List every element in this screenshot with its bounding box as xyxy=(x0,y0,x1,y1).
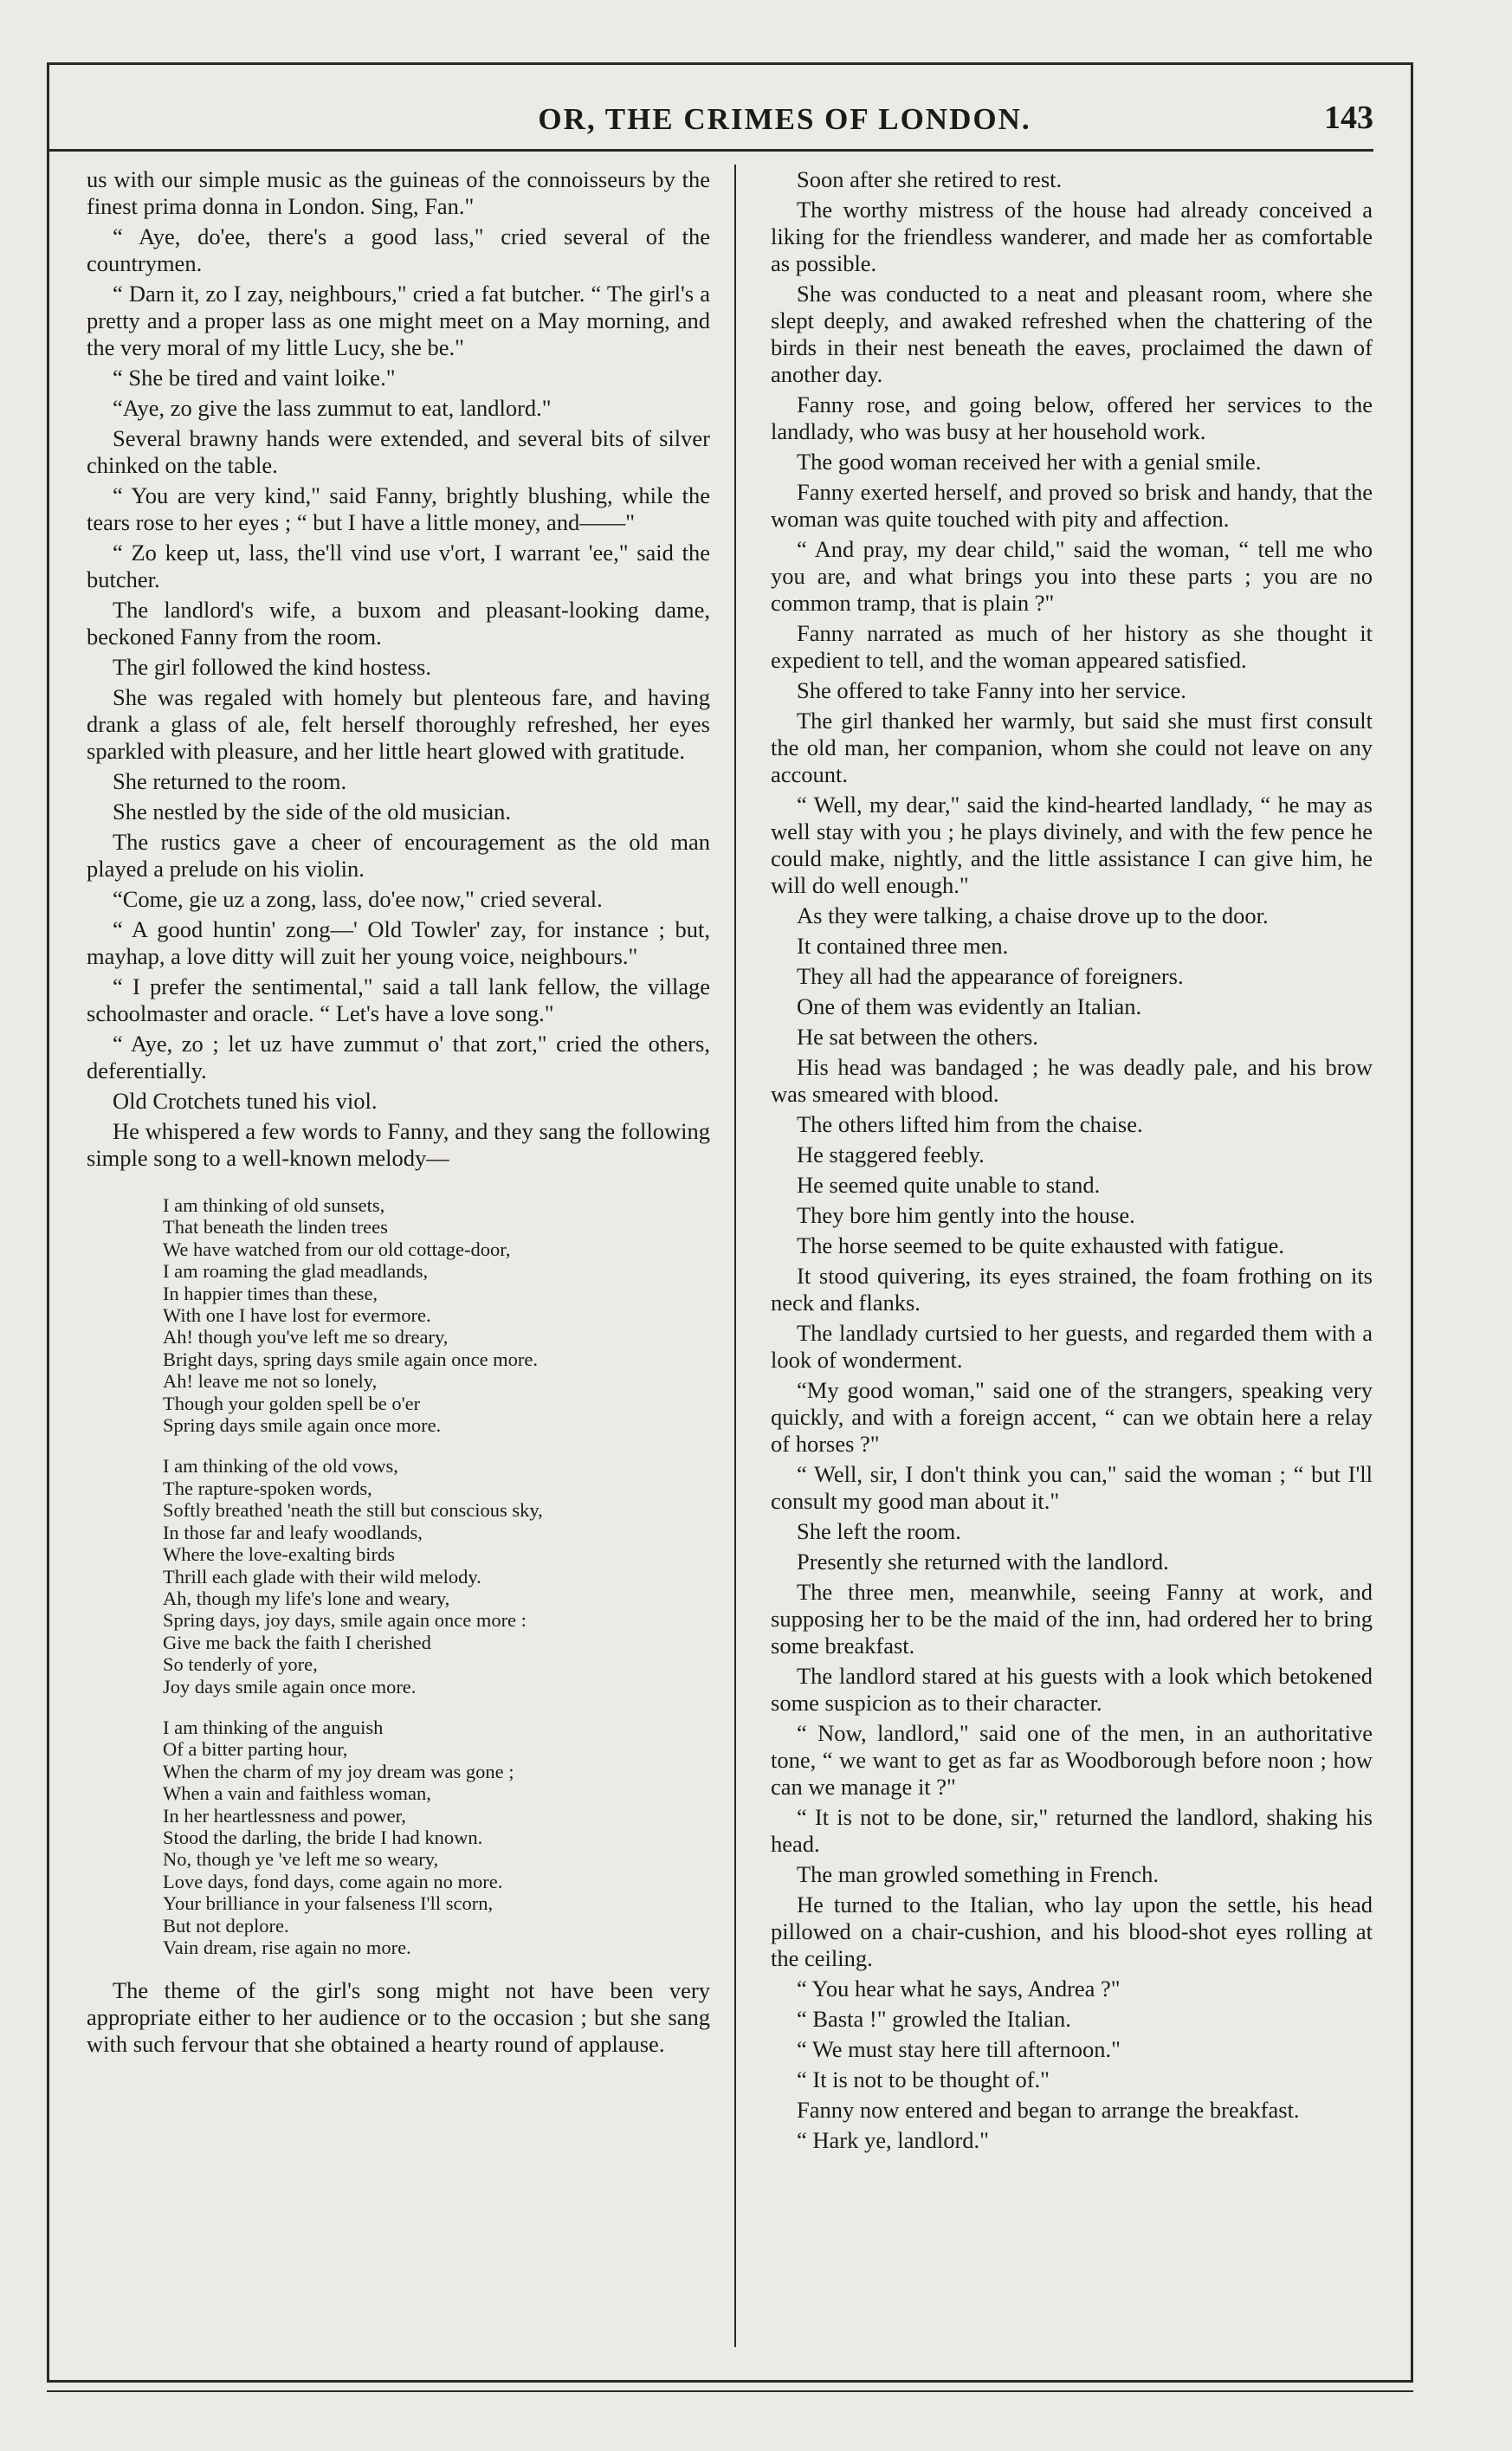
poem-line: Your brilliance in your falseness I'll scorn, xyxy=(163,1892,494,1915)
paragraph: The others lifted him from the chaise. xyxy=(797,1111,1143,1137)
paragraph: Fanny now entered and began to arrange the breakfast. xyxy=(797,2097,1300,2123)
paragraph: The horse seemed to be quite exhausted with fatigue. xyxy=(797,1232,1284,1258)
poem-line: Where the love-exalting birds xyxy=(163,1543,396,1566)
paragraph: “ Aye, zo ; let uz have zummut o' that zort," cried the others, deferentially. xyxy=(87,1031,710,1083)
paragraph: “ Basta !" growled the Italian. xyxy=(797,2006,1071,2032)
paragraph: They bore him gently into the house. xyxy=(797,1202,1135,1228)
poem-line: Give me back the faith I cherished xyxy=(163,1631,431,1653)
paragraph: The landlord's wife, a buxom and pleasant-looking dame, beckoned Fanny from the room. xyxy=(87,597,710,650)
poem-stanza xyxy=(163,1455,710,1697)
paragraph: Several brawny hands were extended, and several bits of silver chinked on the table. xyxy=(87,425,710,478)
page-number: 143 xyxy=(1324,100,1373,136)
poem-stanza xyxy=(163,1194,710,1436)
poem-line: The rapture-spoken words, xyxy=(163,1477,372,1499)
paragraph: “ It is not to be thought of." xyxy=(797,2066,1050,2092)
paragraph: She was conducted to a neat and pleasant room, where she slept deeply, and awaked refreshed when the chattering of the birds in their nest beneath the eaves, proclaimed the dawn of another day. xyxy=(771,281,1373,387)
poem-line: Ah! though you've left me so dreary, xyxy=(163,1326,449,1348)
paragraph: “ You are very kind," said Fanny, brightly blushing, while the tears rose to her eyes ; “ but I have a little money, and——" xyxy=(87,482,710,535)
poem-line: Love days, fond days, come again no more. xyxy=(163,1870,503,1892)
paragraph: The girl thanked her warmly, but said she must first consult the old man, her companion, whom she could not leave on any account. xyxy=(771,708,1373,787)
paragraph: One of them was evidently an Italian. xyxy=(797,993,1142,1019)
poem-line: I am roaming the glad meadlands, xyxy=(163,1260,429,1283)
poem-line: When a vain and faithless woman, xyxy=(163,1782,431,1805)
poem-line: Thrill each glade with their wild melody. xyxy=(163,1565,481,1588)
paragraph: The good woman received her with a genial smile. xyxy=(797,449,1262,475)
poem-line: In her heartlessness and power, xyxy=(163,1804,406,1827)
poem-line: I am thinking of old sunsets, xyxy=(163,1194,385,1216)
paragraph: “ I prefer the sentimental," said a tall lank fellow, the village schoolmaster and oracle. “ Let's have a love song." xyxy=(87,973,710,1026)
poem-line: Stood the darling, the bride I had known. xyxy=(163,1826,483,1848)
paragraph: As they were talking, a chaise drove up to the door. xyxy=(797,902,1269,928)
poem-line: Spring days, joy days, smile again once more : xyxy=(163,1609,527,1632)
left-paragraphs xyxy=(87,166,710,1172)
paragraph: “ Well, sir, I don't think you can," said the woman ; “ but I'll consult my good man about it." xyxy=(771,1461,1373,1514)
poem-line: That beneath the linden trees xyxy=(163,1216,388,1238)
paragraph: “ You hear what he says, Andrea ?" xyxy=(797,1976,1121,2002)
poem-line: Ah! leave me not so lonely, xyxy=(163,1370,378,1393)
paragraph: Fanny exerted herself, and proved so brisk and handy, that the woman was quite touched with pity and affection. xyxy=(771,479,1373,532)
paragraph: “ Now, landlord," said one of the men, in an authoritative tone, “ we want to get as far as Woodborough before noon ; how can we manage it ?" xyxy=(771,1720,1373,1800)
paragraph: “ Darn it, zo I zay, neighbours," cried a fat butcher. “ The girl's a pretty and a proper lass as one might meet on a May morning, and the very moral of my little Lucy, she be." xyxy=(87,281,710,360)
paragraph: Soon after she retired to rest. xyxy=(797,166,1063,192)
left-column xyxy=(87,166,710,2061)
paragraph: Fanny narrated as much of her history as she thought it expedient to tell, and the woman appeared satisfied. xyxy=(771,620,1373,673)
poem-line: In those far and leafy woodlands, xyxy=(163,1521,423,1543)
poem-line: Of a bitter parting hour, xyxy=(163,1738,348,1761)
paragraph: “ Zo keep ut, lass, the'll vind use v'ort, I warrant 'ee," said the butcher. xyxy=(87,540,710,592)
paragraph: She nestled by the side of the old musician. xyxy=(113,799,511,825)
paragraph: “ Hark ye, landlord." xyxy=(797,2127,990,2153)
paragraph: They all had the appearance of foreigners. xyxy=(797,963,1184,989)
header-rule xyxy=(48,149,1373,152)
paragraph: The landlady curtsied to her guests, and regarded them with a look of wonderment. xyxy=(771,1320,1373,1373)
paragraph: The landlord stared at his guests with a look which betokened some suspicion as to their character. xyxy=(771,1663,1373,1716)
paragraph: “ And pray, my dear child," said the woman, “ tell me who you are, and what brings you into these parts ; you are no common tramp, that is plain ?" xyxy=(771,536,1373,616)
poem-line: I am thinking of the anguish xyxy=(163,1716,384,1738)
poem-stanza xyxy=(163,1717,710,1958)
right-column xyxy=(771,166,1373,2157)
bottom-rule xyxy=(47,2380,1413,2383)
paragraph: He whispered a few words to Fanny, and they sang the following simple song to a well-known melody— xyxy=(87,1118,710,1171)
song-poem xyxy=(163,1194,710,1958)
paragraph: The theme of the girl's song might not have been very appropriate either to her audience or to the occasion ; but she sang with such fervour that she obtained a hearty round of applause. xyxy=(87,1977,710,2058)
poem-line: In happier times than these, xyxy=(163,1282,378,1304)
paragraph: Old Crotchets tuned his viol. xyxy=(113,1088,378,1114)
bottom-rule-thin xyxy=(47,2390,1413,2392)
paragraph: Fanny rose, and going below, offered her services to the landlady, who was busy at her household work. xyxy=(771,391,1373,444)
paragraph: It stood quivering, its eyes strained, the foam frothing on its neck and flanks. xyxy=(771,1263,1373,1316)
paragraph: “ Aye, do'ee, there's a good lass," cried several of the countrymen. xyxy=(87,223,710,276)
paragraph: “ Well, my dear," said the kind-hearted landlady, “ he may as well stay with you ; he plays divinely, and with the few pence he could make, nightly, and the little assistance I can give him, he will do well enough." xyxy=(771,792,1373,898)
paragraph: “Come, gie uz a zong, lass, do'ee now," cried several. xyxy=(113,886,603,912)
left-closing-paragraphs xyxy=(87,1977,710,2058)
poem-line: So tenderly of yore, xyxy=(163,1653,318,1676)
paragraph: “ She be tired and vaint loike." xyxy=(113,365,396,391)
paragraph: He seemed quite unable to stand. xyxy=(797,1172,1101,1198)
paragraph: The girl followed the kind hostess. xyxy=(113,654,431,680)
running-title: OR, THE CRIMES OF LONDON. xyxy=(538,102,1031,136)
paragraph: He staggered feebly. xyxy=(797,1141,985,1167)
paragraph: “Aye, zo give the lass zummut to eat, landlord." xyxy=(113,395,552,421)
paragraph: The man growled something in French. xyxy=(797,1861,1160,1887)
paragraph: It contained three men. xyxy=(797,933,1009,959)
poem-line: When the charm of my joy dream was gone ; xyxy=(163,1760,514,1782)
poem-line: Ah, though my life's lone and weary, xyxy=(163,1587,450,1609)
paragraph: She left the room. xyxy=(797,1518,961,1544)
poem-line: No, though ye 've left me so weary, xyxy=(163,1848,439,1871)
poem-line: Bright days, spring days smile again once more. xyxy=(163,1348,539,1370)
poem-line: Softly breathed 'neath the still but conscious sky, xyxy=(163,1499,543,1522)
paragraph: His head was bandaged ; he was deadly pale, and his brow was smeared with blood. xyxy=(771,1054,1373,1107)
paragraph: “ It is not to be done, sir," returned the landlord, shaking his head. xyxy=(771,1804,1373,1857)
paragraph: The three men, meanwhile, seeing Fanny at work, and supposing her to be the maid of the inn, had ordered her to bring some breakfast. xyxy=(771,1579,1373,1659)
paragraph: The rustics gave a cheer of encouragement as the old man played a prelude on his violin. xyxy=(87,829,710,882)
page-header xyxy=(48,95,1373,147)
poem-line: With one I have lost for evermore. xyxy=(163,1304,431,1327)
paragraph: She was regaled with homely but plenteous fare, and having drank a glass of ale, felt herself thoroughly refreshed, her eyes sparkled with pleasure, and her little heart glowed with gratitude. xyxy=(87,684,710,764)
poem-line: I am thinking of the old vows, xyxy=(163,1455,398,1478)
paragraph: The worthy mistress of the house had already conceived a liking for the friendless wanderer, and made her as comfortable as possible. xyxy=(771,197,1373,276)
poem-line: We have watched from our old cottage-door, xyxy=(163,1238,511,1260)
paragraph: He sat between the others. xyxy=(797,1024,1038,1050)
paragraph: She returned to the room. xyxy=(113,768,347,794)
poem-line: Joy days smile again once more. xyxy=(163,1675,417,1698)
poem-line: But not deplore. xyxy=(163,1914,289,1937)
poem-line: Spring days smile again once more. xyxy=(163,1414,442,1437)
paragraph: “My good woman," said one of the strangers, speaking very quickly, and with a foreign accent, “ can we obtain here a relay of horses ?" xyxy=(771,1377,1373,1457)
paragraph: us with our simple music as the guineas of the connoisseurs by the finest prima donna in London. Sing, Fan." xyxy=(87,166,710,219)
column-divider xyxy=(734,165,736,2347)
paragraph: He turned to the Italian, who lay upon the settle, his head pillowed on a chair-cushion, and his blood-shot eyes rolling at the ceiling. xyxy=(771,1892,1373,1971)
paragraph: She offered to take Fanny into her service. xyxy=(797,677,1186,703)
paragraph: Presently she returned with the landlord. xyxy=(797,1549,1169,1575)
poem-line: Vain dream, rise again no more. xyxy=(163,1937,411,1958)
poem-line: Though your golden spell be o'er xyxy=(163,1392,421,1414)
paragraph: “ We must stay here till afternoon." xyxy=(797,2036,1121,2062)
paragraph: “ A good huntin' zong—' Old Towler' zay, for instance ; but, mayhap, a love ditty will zuit her young voice, neighbours." xyxy=(87,916,710,969)
right-paragraphs xyxy=(771,166,1373,2154)
